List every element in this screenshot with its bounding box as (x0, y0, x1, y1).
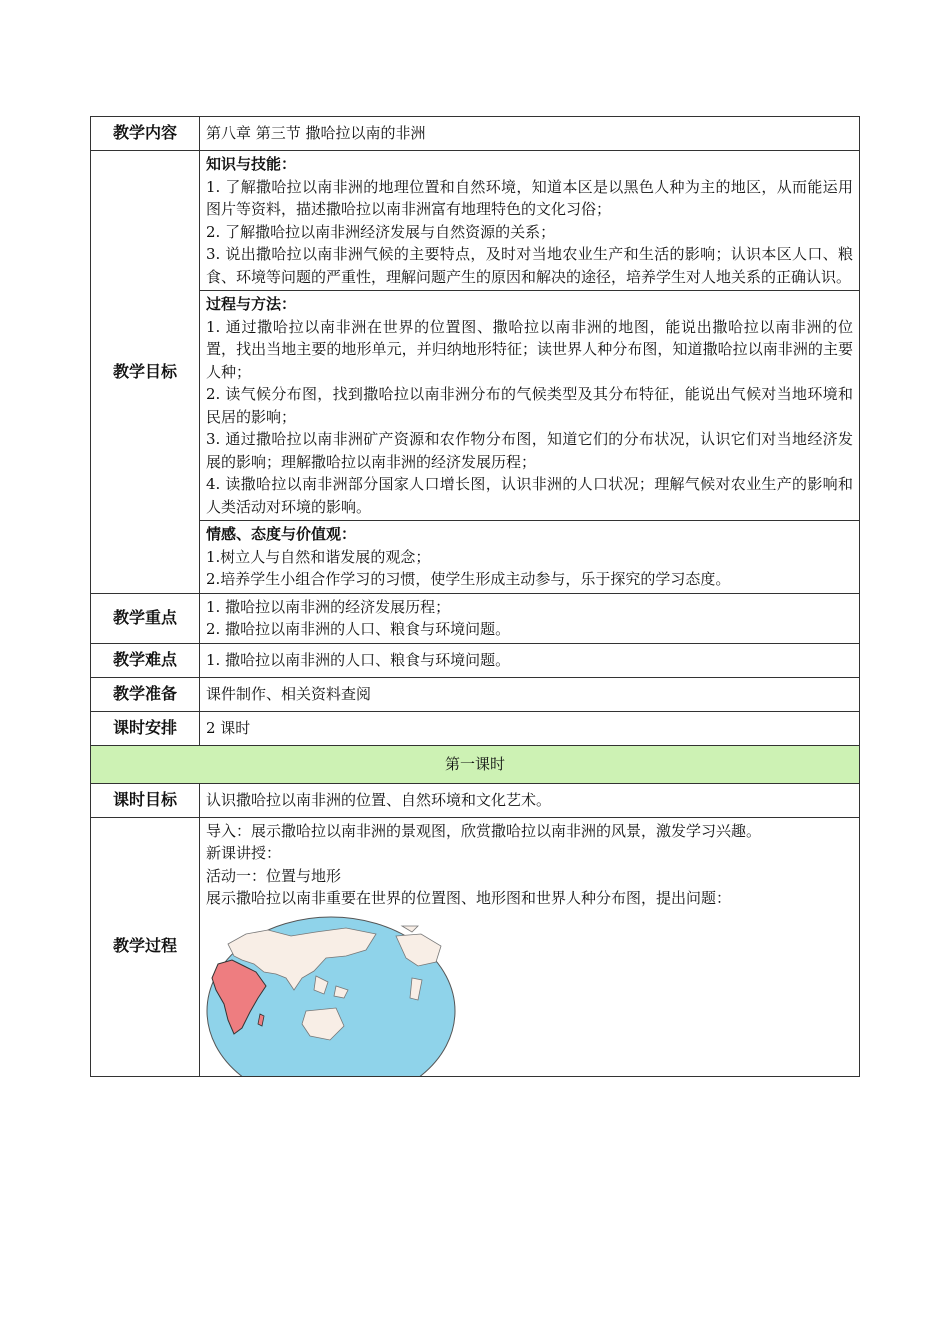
key-points-cell (200, 593, 860, 643)
arctic-island (402, 926, 418, 932)
goals-knowledge-cell (200, 151, 860, 291)
values-item-1: 1.树立人与自然和谐发展的观念； (206, 547, 431, 566)
process-item-4: 4. 读撒哈拉以南非洲部分国家人口增长图，认识非洲的人口状况；理解气候对农业生产的影响和人类活动对环境的影响。 (206, 475, 853, 516)
label-difficulty: 教学难点 (91, 643, 200, 677)
process-line-3: 活动一：位置与地形 (206, 866, 342, 885)
row-goals-values (91, 521, 860, 594)
world-map-image (206, 916, 456, 1076)
values-item-2: 2.培养学生小组合作学习的习惯，使学生形成主动参与，乐于探究的学习态度。 (206, 570, 731, 588)
first-lesson-title: 第一课时 (91, 745, 860, 783)
row-lesson-goal (91, 783, 860, 817)
row-schedule (91, 711, 860, 745)
row-goals-knowledge (91, 151, 860, 291)
label-preparation: 教学准备 (91, 677, 200, 711)
values-heading: 情感、态度与价值观： (206, 525, 357, 543)
goals-values-cell (200, 521, 860, 594)
difficulty-value: 1. 撒哈拉以南非洲的人口、粮食与环境问题。 (200, 643, 860, 677)
row-first-lesson (91, 745, 860, 783)
process-line-2: 新课讲授： (206, 844, 282, 862)
process-line-1: 导入：展示撒哈拉以南非洲的景观图，欣赏撒哈拉以南非洲的风景，激发学习兴趣。 (206, 821, 762, 840)
goals-process-cell (200, 291, 860, 521)
world-map-svg (206, 916, 456, 1076)
label-content: 教学内容 (91, 117, 200, 151)
knowledge-item-1: 1. 了解撒哈拉以南非洲的地理位置和自然环境，知道本区是以黑色人种为主的地区，从而能运用图片等资料，描述撒哈拉以南非洲富有地理特色的文化习俗； (206, 177, 853, 218)
process-heading: 过程与方法： (206, 295, 297, 313)
schedule-value: 2 课时 (200, 711, 860, 745)
row-key-points (91, 593, 860, 643)
label-process: 教学过程 (91, 817, 200, 1076)
row-process (91, 817, 860, 1076)
label-goals: 教学目标 (91, 151, 200, 594)
label-schedule: 课时安排 (91, 711, 200, 745)
preparation-value: 课件制作、相关资料查阅 (200, 677, 860, 711)
process-item-3: 3. 通过撒哈拉以南非洲矿产资源和农作物分布图，知道它们的分布状况，认识它们对当地经济发展的影响；理解撒哈拉以南非洲的经济发展历程； (206, 430, 853, 471)
lesson-goal-value: 认识撒哈拉以南非洲的位置、自然环境和文化艺术。 (200, 783, 860, 817)
row-difficulty (91, 643, 860, 677)
knowledge-heading: 知识与技能： (206, 155, 297, 173)
row-preparation (91, 677, 860, 711)
process-item-1: 1. 通过撒哈拉以南非洲在世界的位置图、撒哈拉以南非洲的地图，能说出撒哈拉以南非洲的位置，找出当地主要的地形单元，并归纳地形特征；读世界人种分布图，知道撒哈拉以南非洲的主要人种； (206, 317, 853, 381)
label-lesson-goal: 课时目标 (91, 783, 200, 817)
knowledge-item-3: 3. 说出撒哈拉以南非洲气候的主要特点，及时对当地农业生产和生活的影响；认识本区人口、粮食、环境等问题的严重性，理解问题产生的原因和解决的途径，培养学生对人地关系的正确认识。 (206, 245, 853, 286)
key-point-1: 1. 撒哈拉以南非洲的经济发展历程； (206, 597, 451, 616)
lesson-plan-table (90, 116, 860, 1077)
process-cell (200, 817, 860, 1076)
process-line-4: 展示撒哈拉以南非重要在世界的位置图、地形图和世界人种分布图，提出问题： (206, 889, 732, 907)
key-point-2: 2. 撒哈拉以南非洲的人口、粮食与环境问题。 (206, 620, 511, 638)
label-key-points: 教学重点 (91, 593, 200, 643)
row-content (91, 117, 860, 151)
knowledge-item-2: 2. 了解撒哈拉以南非洲经济发展与自然资源的关系； (206, 222, 556, 241)
content-value: 第八章 第三节 撒哈拉以南的非洲 (200, 117, 860, 151)
process-item-2: 2. 读气候分布图，找到撒哈拉以南非洲分布的气候类型及其分布特征，能说出气候对当地环境和民居的影响； (206, 385, 853, 426)
row-goals-process (91, 291, 860, 521)
